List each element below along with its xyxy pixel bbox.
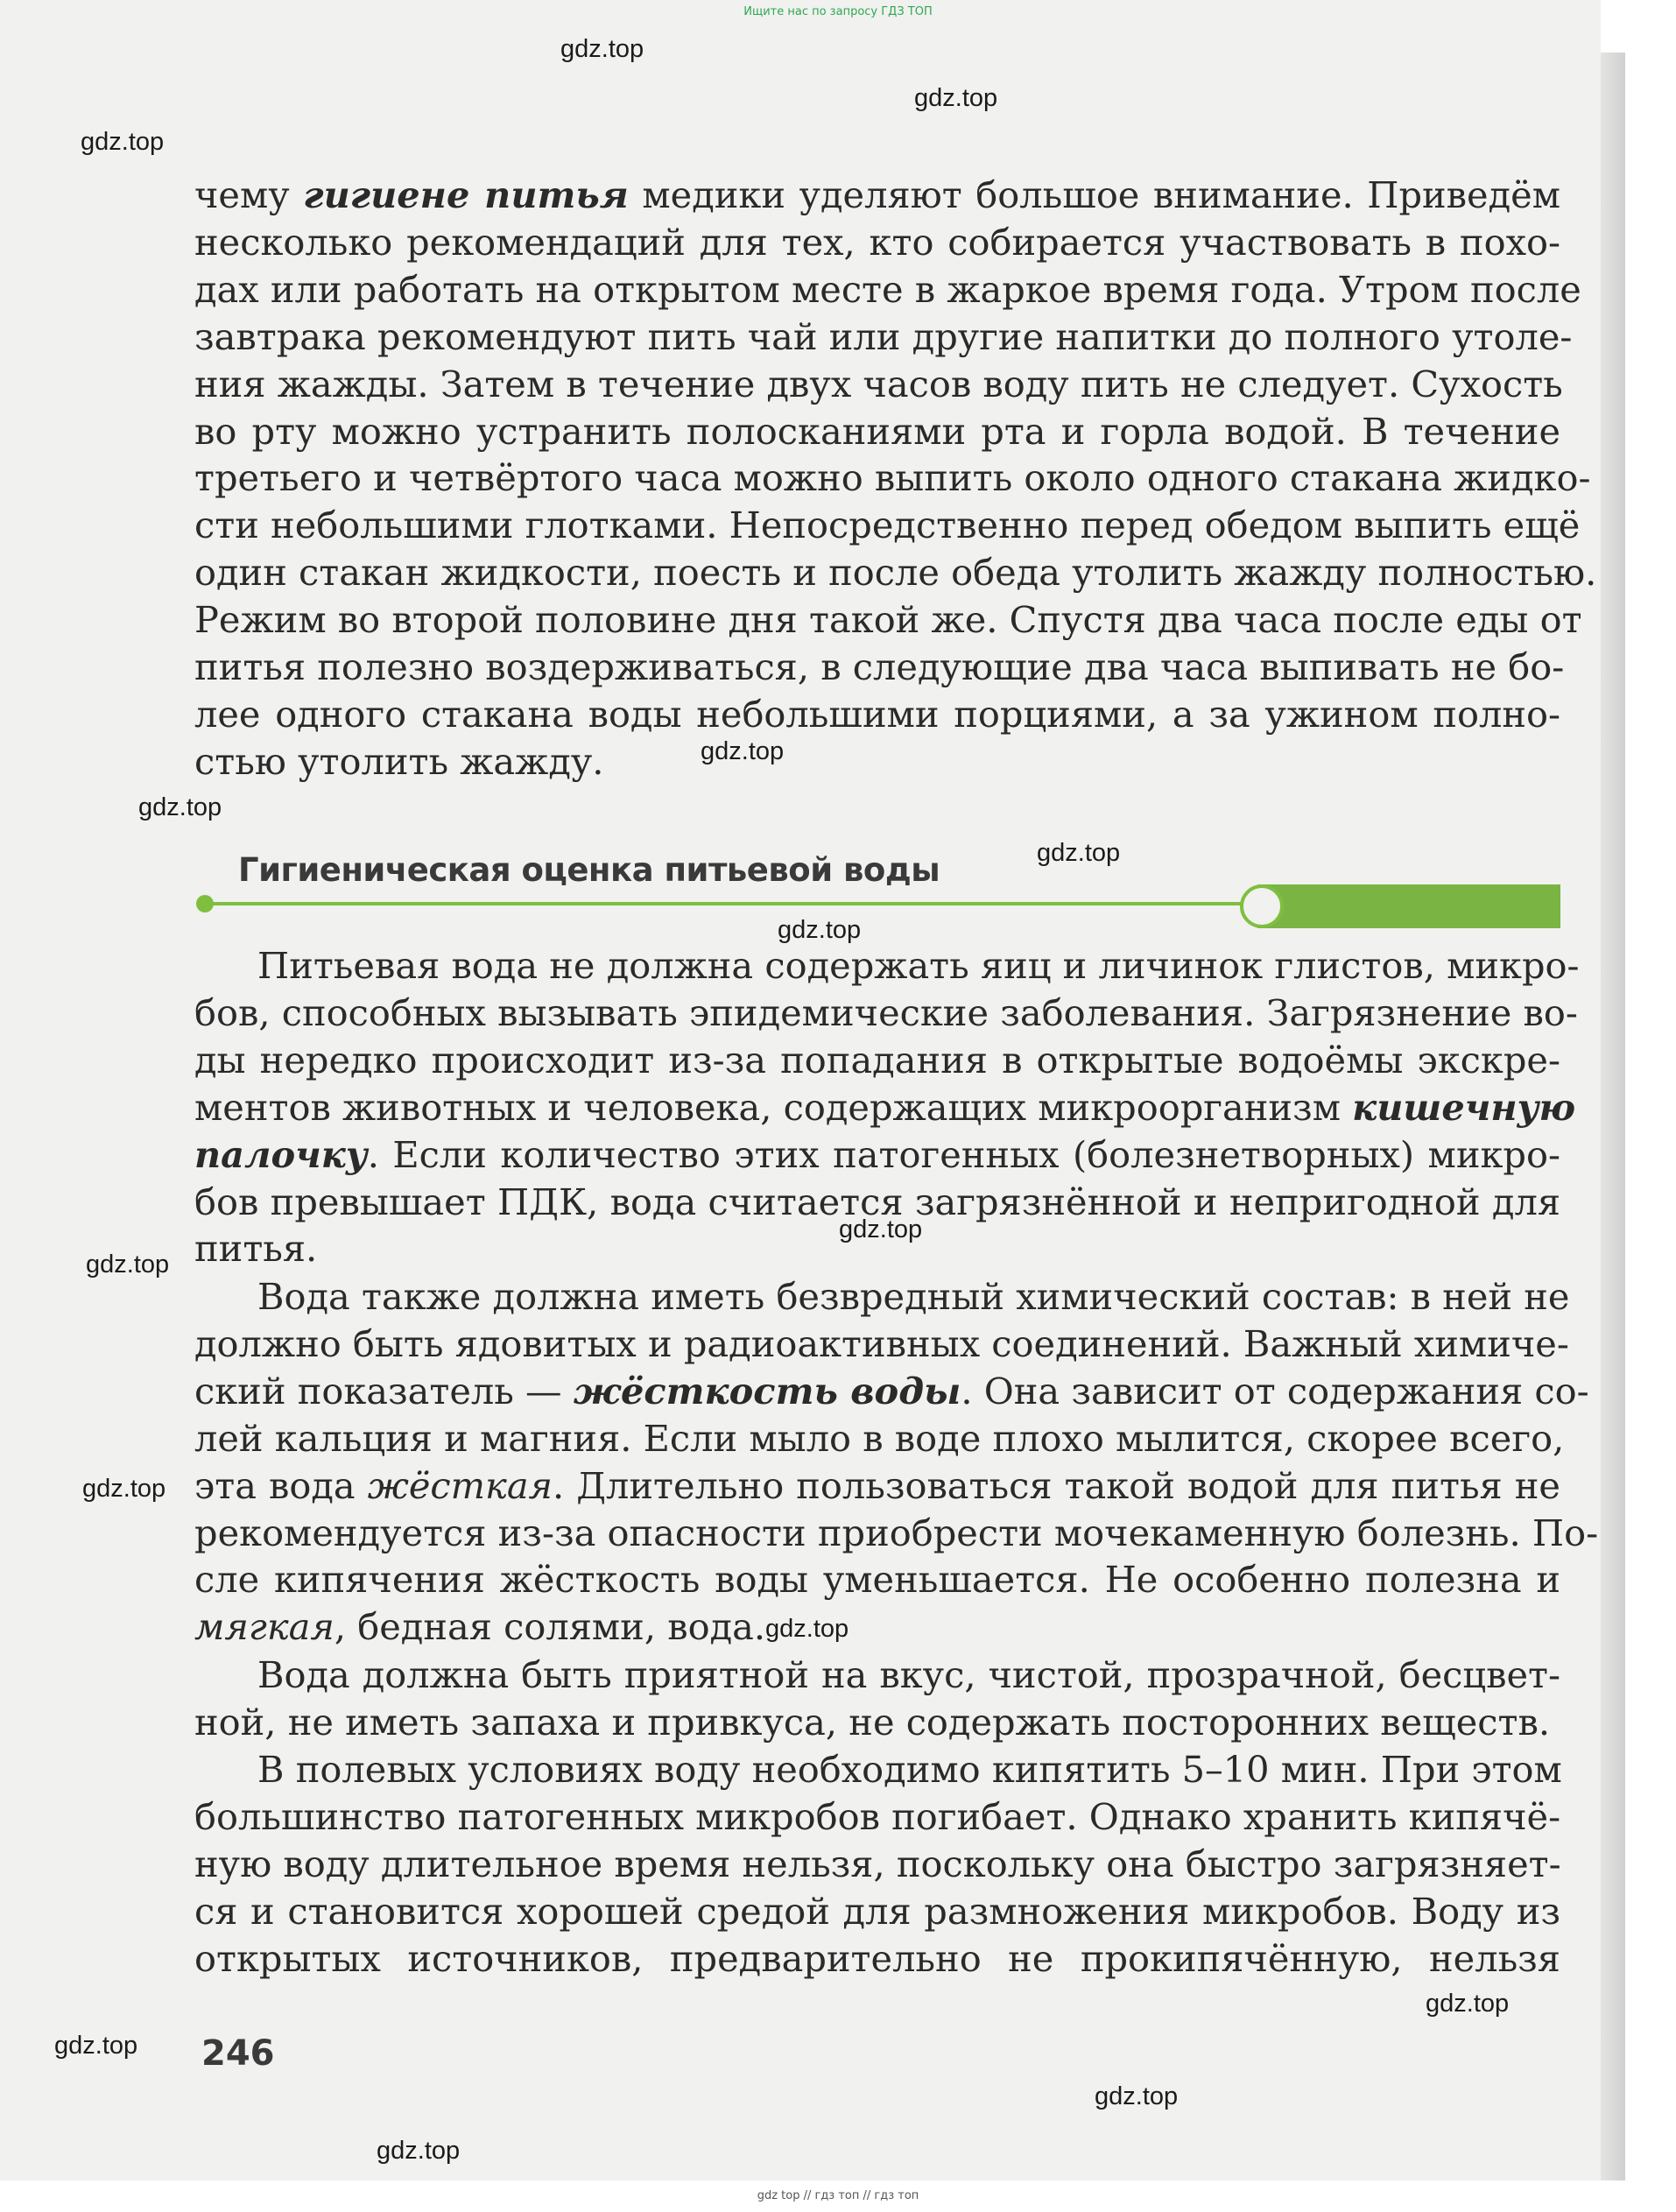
watermark: gdz.top <box>377 2137 461 2165</box>
paragraph-chemical-composition: Вода также должна иметь безвредный химический состав: в ней не должно быть ядовитых и радиоактивных соединений. Важный химиче- ский показатель — жёсткость воды. Она зависит от содержания со- лей кальция и магния. Если мыло в воде плохо мылится, скорее всего, эта вода жёсткая. Длительно пользоваться такой водой для питья не рекомендуется из-за опасности приобрести мочекаменную болезнь. По- сле кипячения жёсткость воды уменьшается. Не особенно полезна и мягкая, бедная солями, вода. <box>194 1275 1599 1649</box>
section-heading: Гигиеническая оценка питьевой воды <box>238 851 940 889</box>
watermark: gdz.top <box>138 793 222 821</box>
watermark: gdz.top <box>560 35 644 63</box>
term-drinking-hygiene: гигиене питья <box>303 173 629 216</box>
term-hard-water: жёсткая <box>367 1463 553 1507</box>
watermark: gdz.top <box>914 84 998 112</box>
watermark: gdz.top <box>765 1615 849 1643</box>
page-edge-shadow <box>1601 53 1625 2180</box>
site-banner[interactable]: Ищите нас по запросу ГДЗ ТОП <box>743 5 933 18</box>
watermark: gdz.top <box>54 2032 138 2060</box>
watermark: gdz.top <box>86 1250 170 1279</box>
heading-green-bar <box>1257 884 1560 928</box>
heading-rule <box>205 902 1256 905</box>
rule-dot-left <box>196 895 214 912</box>
term-water-hardness: жёсткость воды <box>573 1369 961 1412</box>
term-e-coli: кишечную <box>1352 1085 1576 1129</box>
watermark: gdz.top <box>778 916 862 944</box>
watermark: gdz.top <box>1426 1990 1510 2018</box>
watermark: gdz.top <box>82 1475 166 1503</box>
term-soft-water: мягкая <box>194 1605 334 1649</box>
page-number: 246 <box>201 2033 275 2074</box>
watermark: gdz.top <box>1095 2082 1179 2110</box>
paragraph-taste: Вода должна быть приятной на вкус, чистой, прозрачной, бесцвет- ной, не иметь запаха и привкуса, не содержать посторонних веществ. <box>194 1653 1560 1744</box>
bottom-banner[interactable]: gdz top // гдз топ // гдз топ <box>757 2189 919 2202</box>
watermark: gdz.top <box>1037 839 1121 867</box>
rule-dot-right <box>1240 884 1284 928</box>
watermark: gdz.top <box>701 737 785 765</box>
watermark: gdz.top <box>839 1215 923 1243</box>
paragraph-drinking-hygiene: чему гигиене питья медики уделяют большое внимание. Приведём несколько рекомендаций для тех, кто собирается участвовать в похо- дах или работать на открытом месте в жаркое время года. Утром после завтрака рекомендуют пить чай или другие напитки до полного утоле- ния жажды. Затем в течение двух часов воду пить не следует. Сухость во рту можно устранить полосканиями рта и горла водой. В течение третьего и четвёртого часа можно выпить около одного стакана жидко- сти небольшими глотками. Непосредственно перед обедом выпить ещё один стакан жидкости, поесть и после обеда утолить жажду полностью. Режим во второй половине дня такой же. Спустя два часа после еды от питья полезно воздерживаться, в следующие два часа выпивать не бо- лее одного стакана воды небольшими порциями, а за ужином полно- стью утолить жажду. <box>194 173 1597 783</box>
watermark: gdz.top <box>81 128 165 156</box>
paragraph-boiling: В полевых условиях воду необходимо кипятить 5–10 мин. При этом большинство патогенных микробов погибает. Однако хранить кипячё- ную воду длительное время нельзя, поскольку она быстро загрязняет- ся и становится хорошей средой для размножения микробов. Воду из открытых источников, предварительно не прокипячённую, нельзя <box>194 1748 1562 1980</box>
paragraph-microbes: Питьевая вода не должна содержать яиц и личинок глистов, микро- бов, способных вызывать эпидемические заболевания. Загрязнение во- ды нередко происходит из-за попадания в открытые водоёмы экскре- ментов животных и человека, содержащих микроорганизм кишечную палочку. Если количество этих патогенных (болезнетворных) микро- бов превышает ПДК, вода считается загрязнённой и непригодной для питья. <box>194 944 1580 1271</box>
